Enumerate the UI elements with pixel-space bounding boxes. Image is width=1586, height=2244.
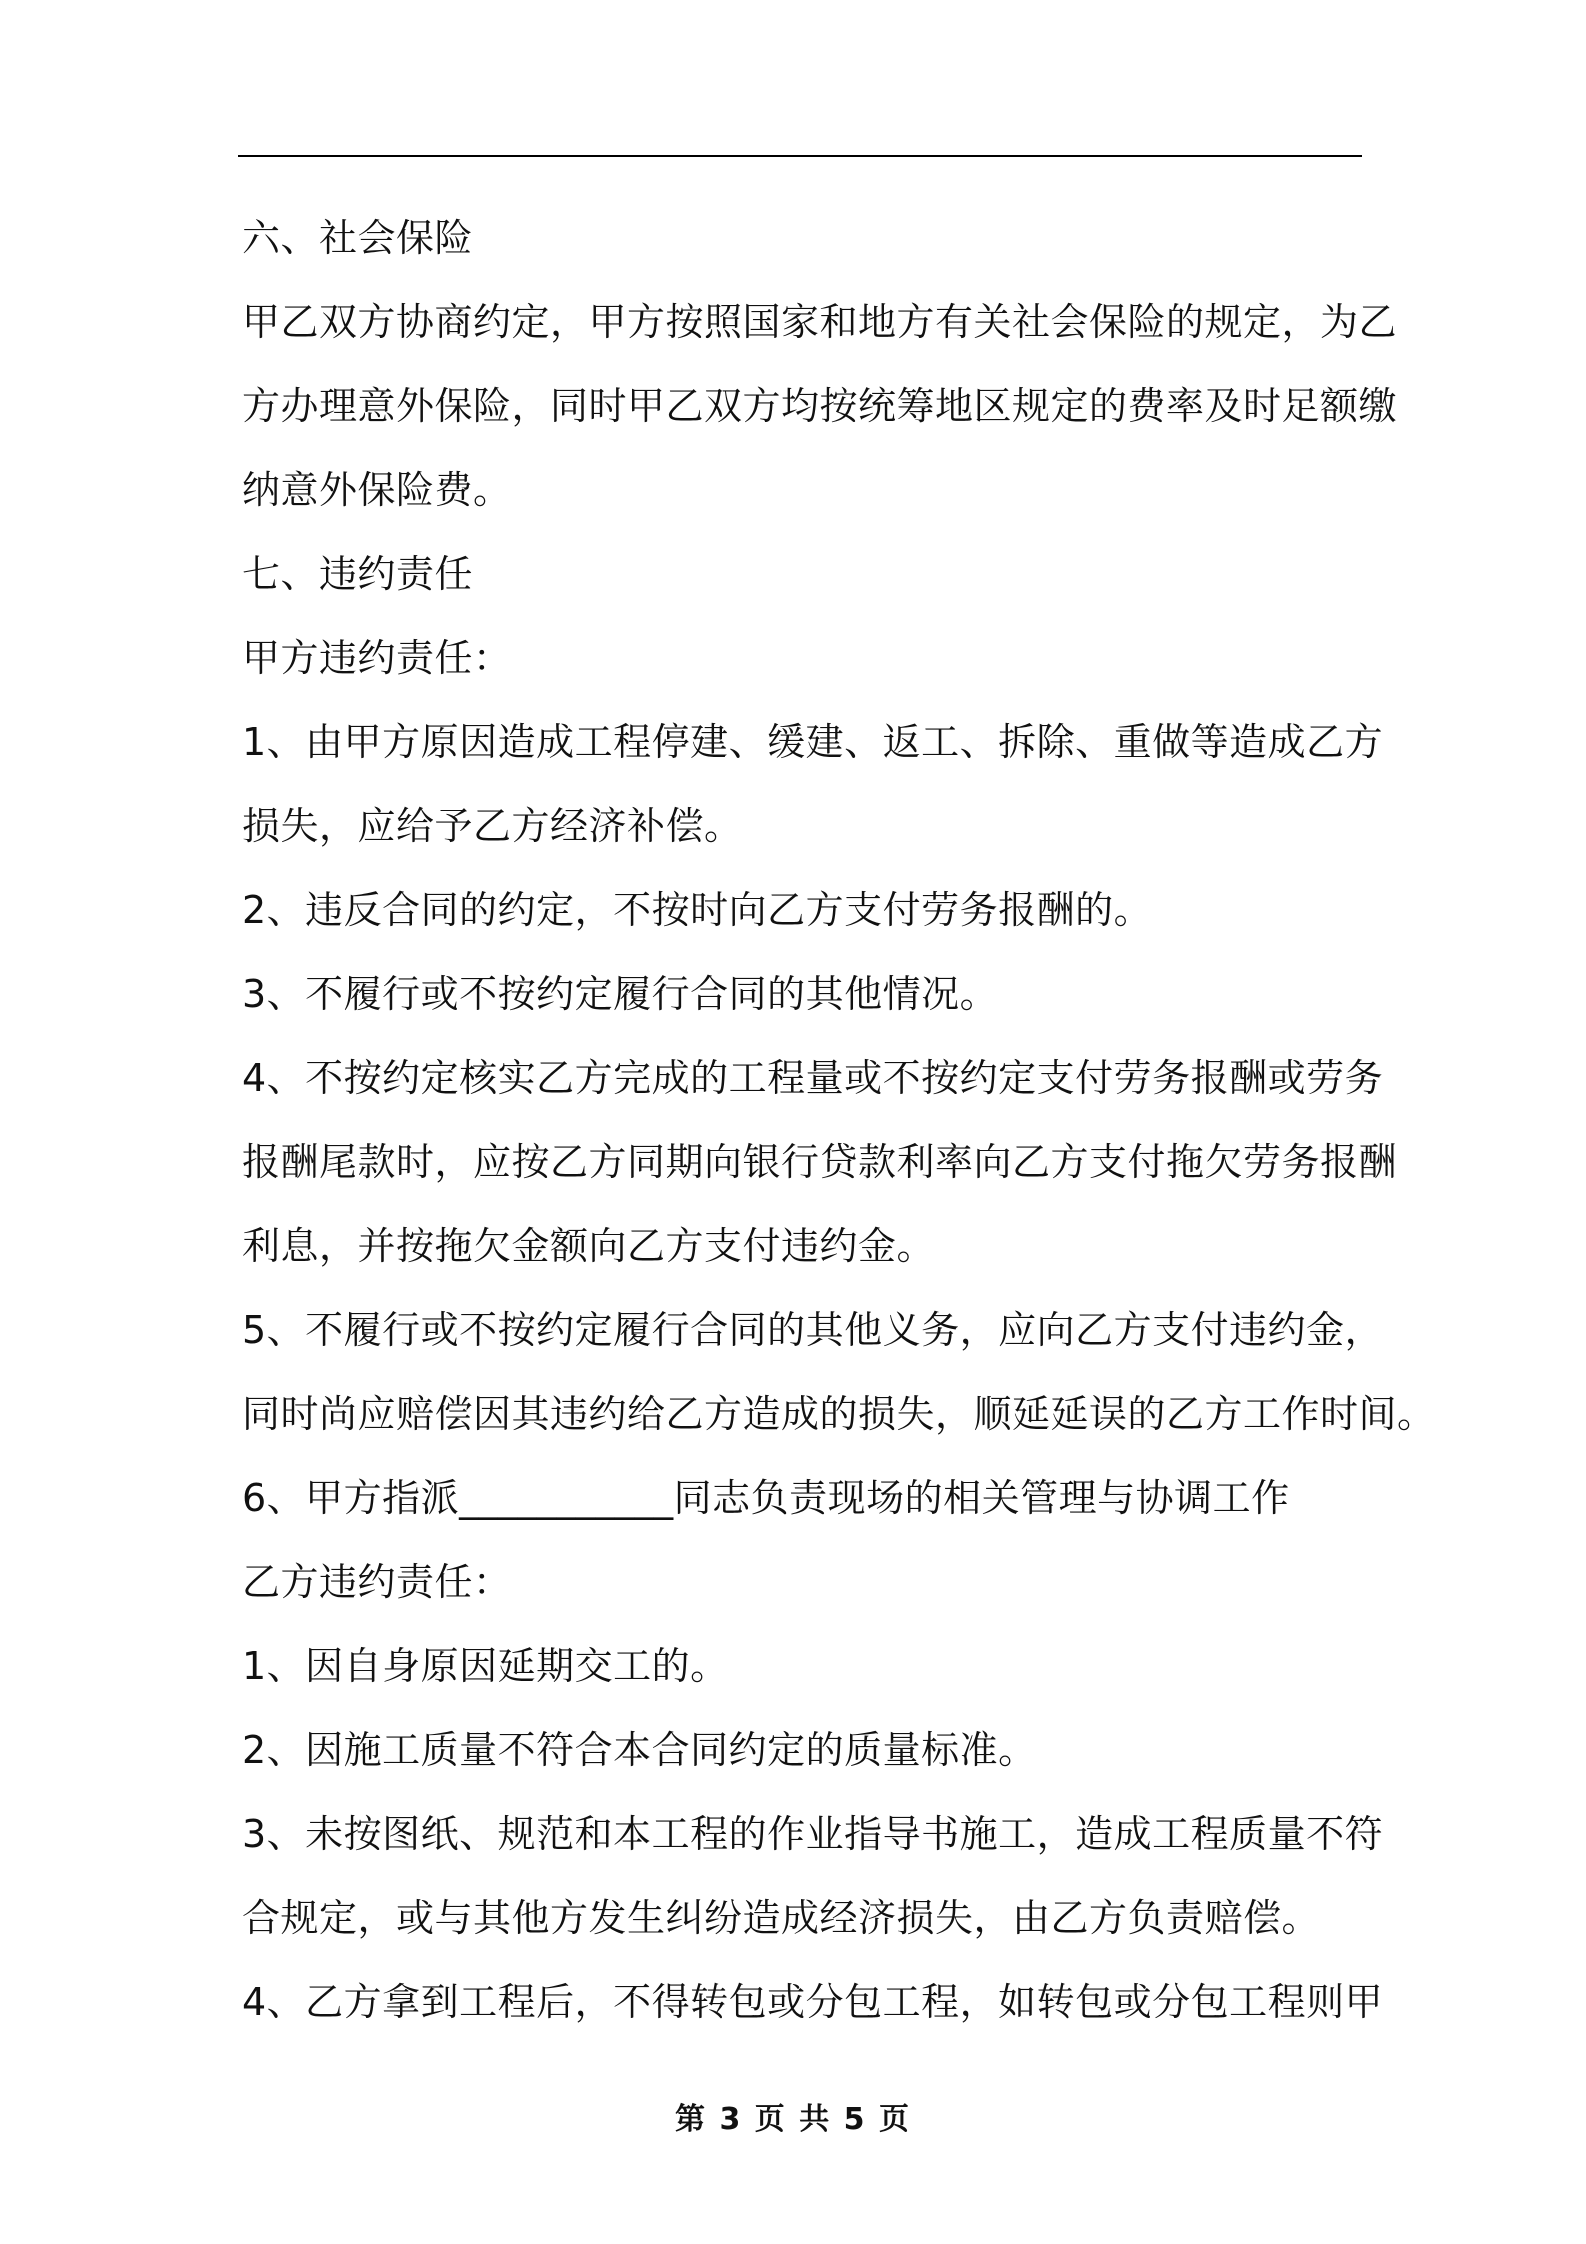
list-item: 2、违反合同的约定，不按时向乙方支付劳务报酬的。 [242, 888, 1153, 932]
subheading-party-a-liability: 甲方违约责任： [242, 636, 512, 680]
list-item-continuation: 合规定，或与其他方发生纠纷造成经济损失，由乙方负责赔偿。 [242, 1896, 1321, 1940]
paragraph-line: 纳意外保险费。 [242, 468, 512, 512]
document-body [242, 196, 1436, 2044]
list-item: 4、不按约定核实乙方完成的工程量或不按约定支付劳务报酬或劳务 [242, 1056, 1384, 1100]
list-item: 2、因施工质量不符合本合同约定的质量标准。 [242, 1728, 1037, 1772]
list-item-continuation: 利息，并按拖欠金额向乙方支付违约金。 [242, 1224, 936, 1268]
list-item: 6、甲方指派___________同志负责现场的相关管理与协调工作 [242, 1476, 1290, 1520]
list-item: 1、由甲方原因造成工程停建、缓建、返工、拆除、重做等造成乙方 [242, 720, 1384, 764]
page-number: 第 3 页 共 5 页 [675, 2102, 911, 2137]
list-item-continuation: 同时尚应赔偿因其违约给乙方造成的损失，顺延延误的乙方工作时间。 [242, 1392, 1436, 1436]
list-item-continuation: 损失，应给予乙方经济补偿。 [242, 804, 743, 848]
list-item: 4、乙方拿到工程后，不得转包或分包工程，如转包或分包工程则甲 [242, 1980, 1384, 2024]
section-heading-social-insurance: 六、社会保险 [242, 216, 474, 260]
section-heading-breach-liability: 七、违约责任 [242, 552, 474, 596]
list-item: 3、未按图纸、规范和本工程的作业指导书施工，造成工程质量不符 [242, 1812, 1384, 1856]
list-item-continuation: 报酬尾款时，应按乙方同期向银行贷款利率向乙方支付拖欠劳务报酬 [242, 1140, 1398, 1184]
list-item: 5、不履行或不按约定履行合同的其他义务，应向乙方支付违约金， [242, 1308, 1384, 1352]
subheading-party-b-liability: 乙方违约责任： [242, 1560, 512, 1604]
paragraph-line: 方办理意外保险，同时甲乙双方均按统筹地区规定的费率及时足额缴 [242, 384, 1398, 428]
list-item: 1、因自身原因延期交工的。 [242, 1644, 729, 1688]
header-rule [238, 155, 1362, 157]
list-item: 3、不履行或不按约定履行合同的其他情况。 [242, 972, 999, 1016]
paragraph-line: 甲乙双方协商约定，甲方按照国家和地方有关社会保险的规定，为乙 [242, 300, 1398, 344]
